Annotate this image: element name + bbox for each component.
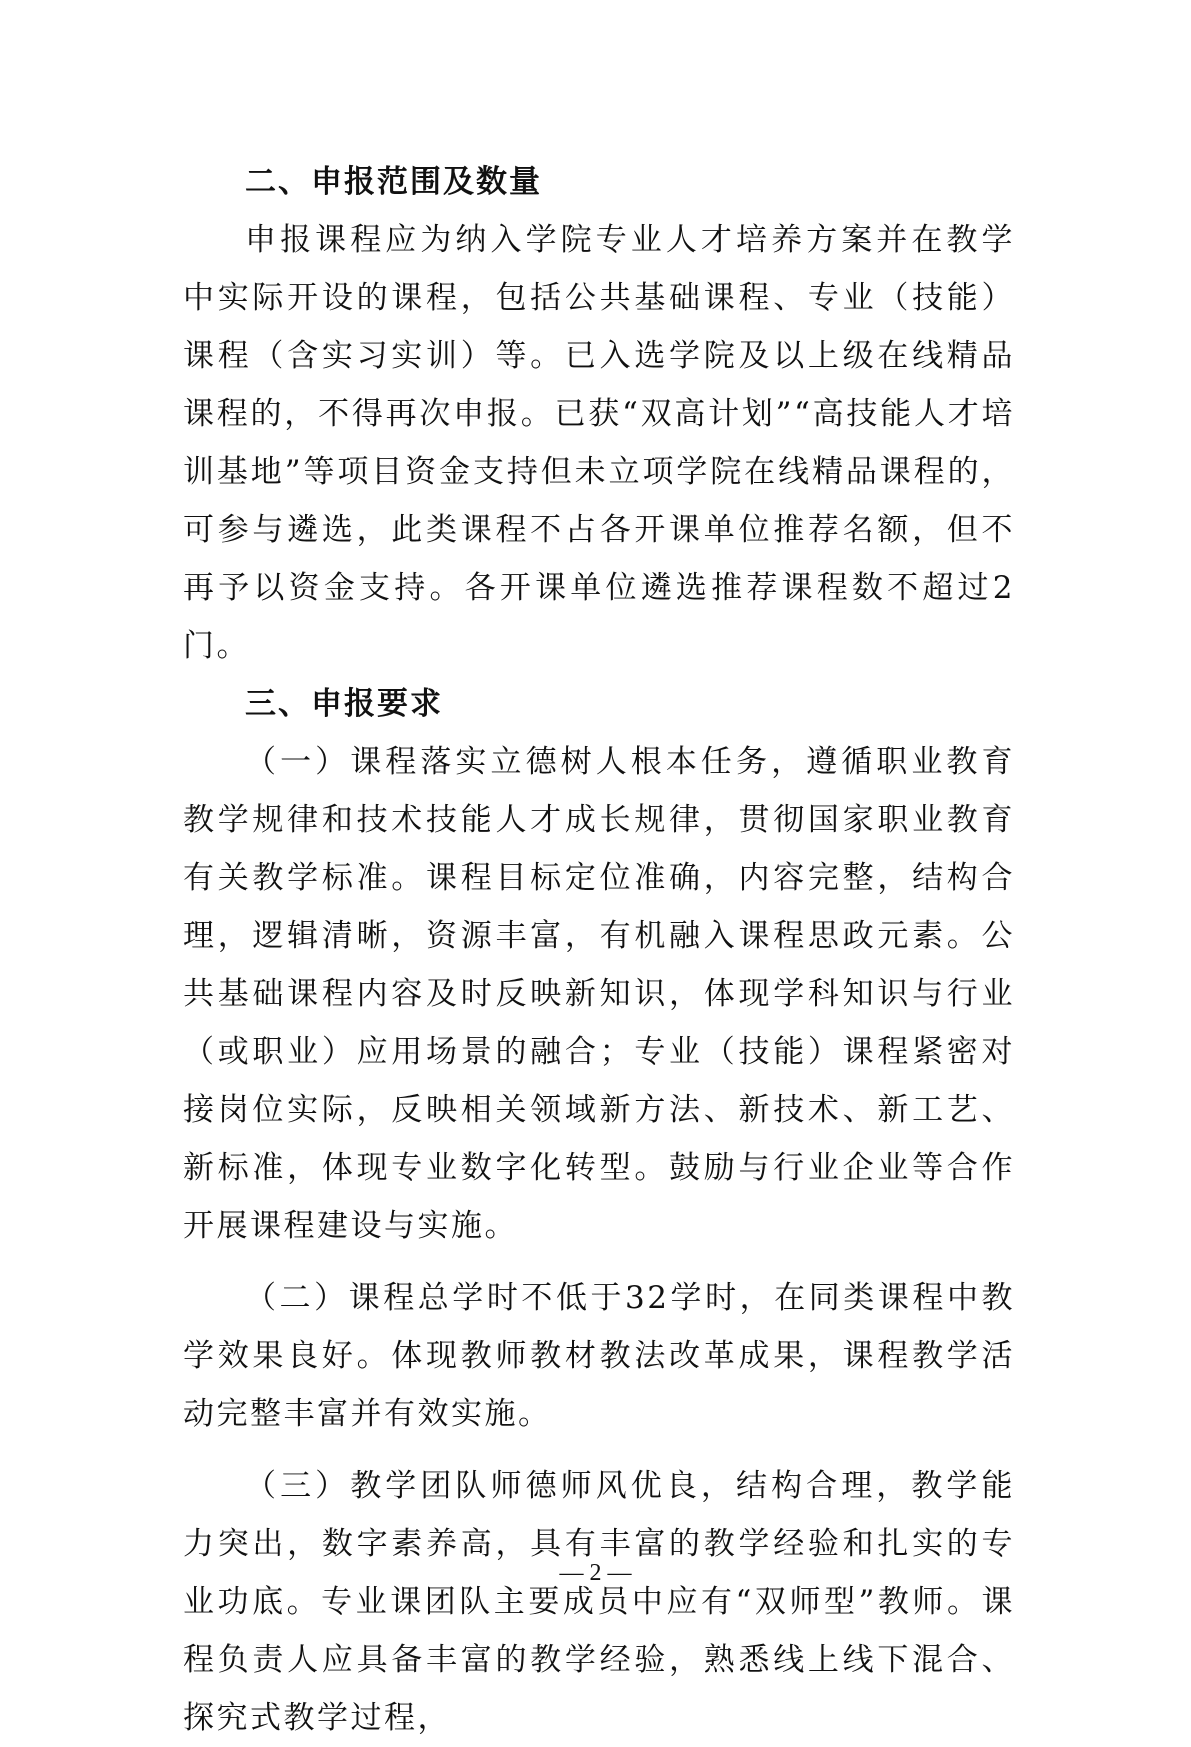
- paragraph-requirement-3: （三）教学团队师德师风优良，结构合理，教学能力突出，数字素养高，具有丰富的教学经验和扎实的专业功底。专业课团队主要成员中应有“双师型”教师。课程负责人应具备丰富的教学经验，熟悉线上线下混合、探究式教学过程，: [183, 1468, 1015, 1736]
- document-body: [183, 153, 1015, 1747]
- page-number: — 2 —: [559, 1560, 632, 1586]
- paragraph-spacer: [183, 1443, 1015, 1457]
- paragraph-scope: 申报课程应为纳入学院专业人才培养方案并在教学中实际开设的课程，包括公共基础课程、专业（技能）课程（含实习实训）等。已入选学院及以上级在线精品课程的，不得再次申报。已获“双高计划”“高技能人才培训基地”等项目资金支持但未立项学院在线精品课程的，可参与遴选，此类课程不占各开课单位推荐名额，但不再予以资金支持。各开课单位遴选推荐课程数不超过2门。: [183, 222, 1015, 664]
- section-heading-scope: 二、申报范围及数量: [245, 164, 542, 200]
- section-heading-requirements: 三、申报要求: [245, 686, 443, 722]
- paragraph-requirement-1: （一）课程落实立德树人根本任务，遵循职业教育教学规律和技术技能人才成长规律，贯彻国家职业教育有关教学标准。课程目标定位准确，内容完整，结构合理，逻辑清晰，资源丰富，有机融入课程思政元素。公共基础课程内容及时反映新知识，体现学科知识与行业（或职业）应用场景的融合；专业（技能）课程紧密对接岗位实际，反映相关领域新方法、新技术、新工艺、新标准，体现专业数字化转型。鼓励与行业企业等合作开展课程建设与实施。: [183, 744, 1015, 1244]
- paragraph-requirement-2: （二）课程总学时不低于32学时，在同类课程中教学效果良好。体现教师教材教法改革成果，课程教学活动完整丰富并有效实施。: [183, 1280, 1015, 1432]
- paragraph-spacer: [183, 1255, 1015, 1269]
